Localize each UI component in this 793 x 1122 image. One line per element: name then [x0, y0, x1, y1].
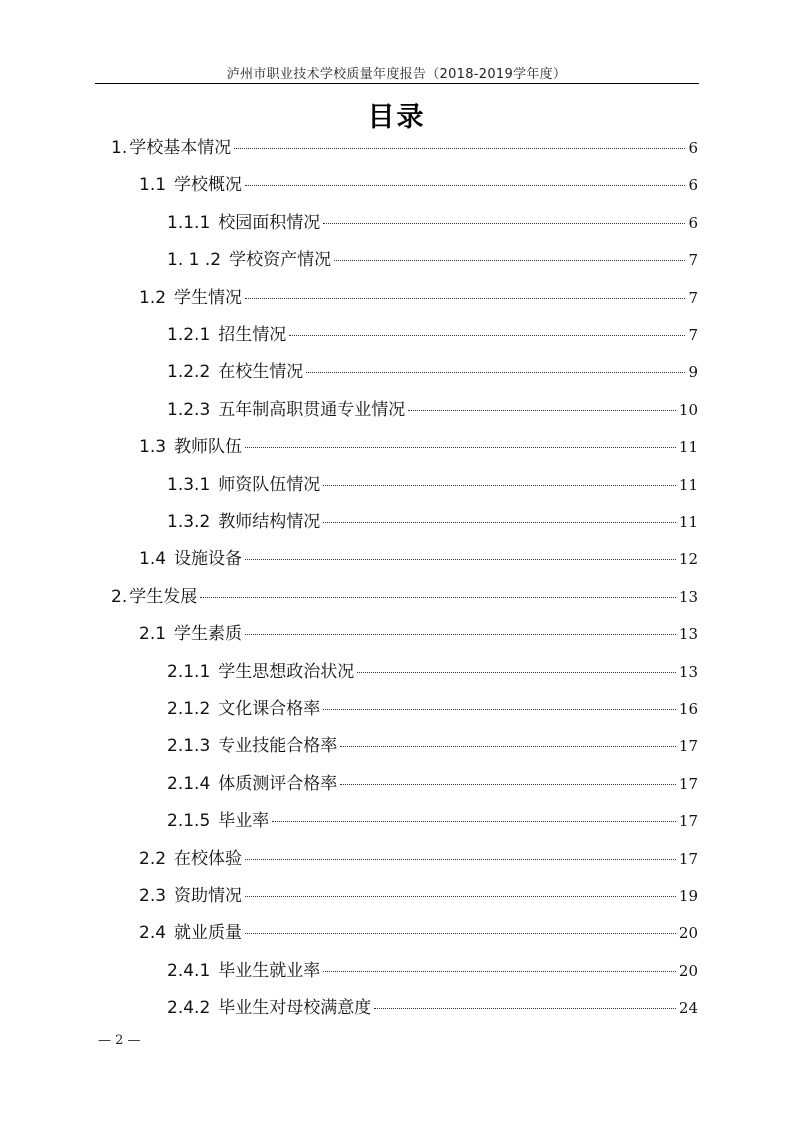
toc-entry-label: 毕业生就业率 — [218, 960, 321, 981]
dot-leader — [234, 148, 685, 149]
toc-entry-page: 16 — [678, 700, 698, 718]
toc-entry-page: 6 — [688, 139, 698, 157]
toc-entry-label: 师资队伍情况 — [218, 474, 321, 495]
toc-entry[interactable] — [167, 697, 698, 721]
toc-entry-number: 1. 1 .2 — [167, 250, 222, 271]
toc-entry-page: 6 — [688, 176, 698, 195]
dot-leader — [408, 410, 676, 411]
dot-leader — [340, 784, 676, 785]
toc-entry[interactable] — [139, 921, 698, 945]
toc-entry[interactable] — [139, 173, 698, 197]
toc-entry-number: 2.1 — [139, 624, 167, 645]
toc-entry-label: 学生思想政治状况 — [218, 661, 355, 682]
page-number: — 2 — — [98, 1033, 141, 1048]
toc-entry-page: 13 — [678, 587, 698, 606]
toc-entry-label: 教师队伍 — [174, 437, 243, 458]
toc-entry[interactable] — [167, 959, 698, 983]
header-rule — [95, 83, 699, 84]
toc-entry-label: 在校生情况 — [218, 362, 304, 383]
toc-entry[interactable] — [167, 248, 698, 272]
toc-entry-page: 9 — [688, 363, 698, 382]
toc-entry-number: 2.4.2 — [167, 998, 211, 1019]
dot-leader — [323, 971, 676, 972]
dot-leader — [323, 223, 685, 224]
dot-leader — [245, 933, 676, 934]
toc-entry-label: 就业质量 — [174, 923, 243, 944]
toc-title: 目录 — [367, 102, 426, 133]
toc-entry-page: 10 — [678, 400, 698, 419]
toc-entry-label: 学校基本情况 — [129, 138, 232, 158]
toc-entry-number: 1.3.2 — [167, 512, 211, 532]
header-title: 泸州市职业技术学校质量年度报告（2018-2019学年度） — [226, 67, 567, 82]
toc-entry-page: 11 — [678, 438, 698, 457]
dot-leader — [357, 672, 676, 673]
toc-entry-label: 资助情况 — [174, 886, 243, 906]
toc-entry-label: 学生情况 — [174, 287, 243, 308]
dot-leader — [245, 298, 685, 299]
toc-entry[interactable] — [167, 809, 698, 833]
toc-entry-label: 招生情况 — [218, 325, 287, 345]
toc-entry[interactable] — [111, 585, 698, 609]
toc-entry-label: 学校概况 — [174, 175, 243, 196]
toc-entry-page: 17 — [678, 812, 698, 831]
toc-entry-page: 24 — [678, 999, 698, 1018]
toc-entry-number: 2.4.1 — [167, 960, 211, 981]
toc-entry-page: 12 — [678, 550, 698, 569]
toc-entry-number: 1. — [111, 138, 128, 158]
toc-entry[interactable] — [139, 622, 698, 646]
toc-entry-number: 2.1.1 — [167, 661, 211, 682]
toc-entry-number: 1.2 — [139, 287, 167, 308]
toc-entry-label: 在校体验 — [174, 848, 243, 869]
dot-leader — [334, 260, 685, 261]
toc-entry-label: 教师结构情况 — [218, 512, 321, 532]
toc-entry-page: 11 — [678, 513, 698, 531]
toc-entry[interactable] — [139, 286, 698, 310]
toc-entry-page: 20 — [678, 924, 698, 943]
toc-entry-page: 7 — [688, 251, 698, 270]
toc-entry[interactable] — [167, 473, 698, 497]
toc-entry-label: 毕业率 — [218, 811, 270, 832]
toc-entry[interactable] — [167, 510, 698, 534]
dot-leader — [245, 447, 676, 448]
toc-entry-label: 学生素质 — [174, 624, 243, 645]
toc-entry[interactable] — [139, 847, 698, 871]
toc-entry-page: 17 — [678, 737, 698, 756]
toc-entry[interactable] — [167, 360, 698, 384]
toc-entry[interactable] — [167, 772, 698, 796]
dot-leader — [323, 485, 676, 486]
toc-entry-number: 1.2.2 — [167, 362, 211, 383]
toc-entry[interactable] — [139, 884, 698, 908]
toc-entry-page: 11 — [678, 475, 698, 494]
toc-entry-number: 2. — [111, 586, 128, 607]
toc-entry-number: 2.3 — [139, 886, 167, 906]
dot-leader — [289, 335, 685, 336]
toc-entry[interactable] — [167, 660, 698, 684]
dot-leader — [200, 597, 676, 598]
toc-entry-number: 1.3.1 — [167, 474, 211, 495]
toc-entry[interactable] — [139, 435, 698, 459]
toc-entry-number: 2.2 — [139, 848, 167, 869]
toc-entry-number: 2.1.5 — [167, 811, 211, 832]
toc-entry-label: 设施设备 — [174, 549, 243, 570]
toc-entry[interactable] — [139, 547, 698, 571]
dot-leader — [323, 709, 676, 710]
dot-leader — [245, 185, 685, 186]
toc-entry-number: 2.1.3 — [167, 736, 211, 757]
toc-entry-number: 1.4 — [139, 549, 167, 570]
toc-entry-label: 文化课合格率 — [218, 699, 321, 719]
toc-entry-page: 13 — [678, 662, 698, 681]
toc-entry-number: 2.1.4 — [167, 773, 211, 794]
dot-leader — [323, 522, 676, 523]
toc-entry-number: 1.1.1 — [167, 212, 211, 233]
toc-entry[interactable] — [111, 136, 698, 160]
toc-entry-page: 17 — [678, 774, 698, 793]
dot-leader — [340, 746, 676, 747]
toc-entry-label: 专业技能合格率 — [218, 736, 338, 757]
toc-entry-label: 体质测评合格率 — [218, 773, 338, 794]
toc-entry[interactable] — [167, 734, 698, 758]
dot-leader — [272, 821, 676, 822]
toc-entry[interactable] — [167, 398, 698, 422]
toc-entry-number: 1.2.1 — [167, 325, 211, 345]
dot-leader — [245, 859, 676, 860]
toc-entry-page: 7 — [688, 326, 698, 344]
toc-entry-label: 校园面积情况 — [218, 212, 321, 233]
dot-leader — [306, 372, 685, 373]
toc-entry[interactable] — [167, 211, 698, 235]
toc-entry[interactable] — [167, 996, 698, 1020]
toc-entry-label: 学校资产情况 — [229, 250, 332, 271]
toc-entry-label: 五年制高职贯通专业情况 — [218, 399, 406, 420]
toc-entry-number: 1.3 — [139, 437, 167, 458]
dot-leader — [245, 634, 676, 635]
toc-entry-page: 20 — [678, 961, 698, 980]
toc-entry-page: 7 — [688, 288, 698, 307]
dot-leader — [374, 1008, 676, 1009]
toc-entry-number: 2.4 — [139, 923, 167, 944]
toc-entry-page: 17 — [678, 849, 698, 868]
dot-leader — [245, 896, 676, 897]
toc-entry-number: 1.2.3 — [167, 399, 211, 420]
toc-entry-page: 6 — [688, 213, 698, 232]
toc-entry-number: 2.1.2 — [167, 699, 211, 719]
toc-entry-page: 19 — [678, 887, 698, 905]
toc-entry-page: 13 — [678, 625, 698, 644]
toc-entry-number: 1.1 — [139, 175, 167, 196]
toc-entry[interactable] — [167, 323, 698, 347]
dot-leader — [245, 559, 676, 560]
toc-entry-label: 毕业生对母校满意度 — [218, 998, 372, 1019]
toc-entry-label: 学生发展 — [129, 586, 198, 607]
